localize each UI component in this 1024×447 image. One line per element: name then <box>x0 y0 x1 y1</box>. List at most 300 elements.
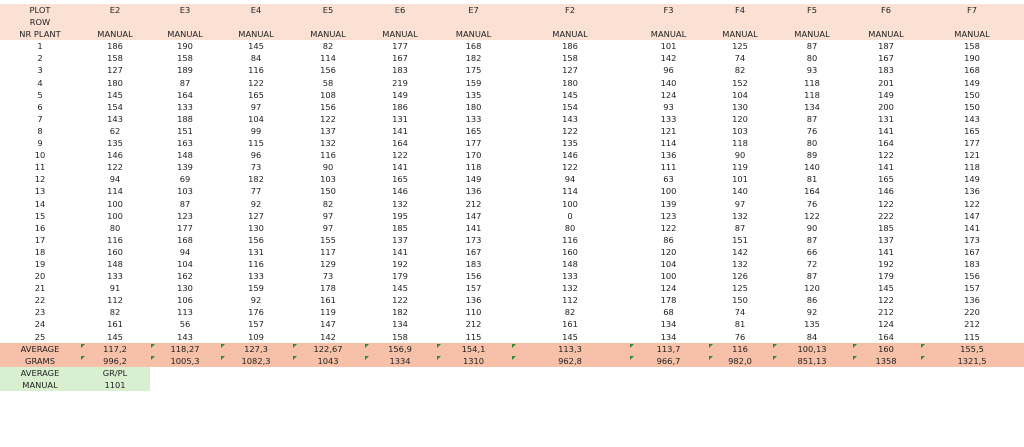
data-cell[interactable]: 93 <box>663 101 674 112</box>
data-cell[interactable]: 104 <box>177 258 193 269</box>
blank-cell[interactable] <box>364 379 436 391</box>
data-cell[interactable]: 106 <box>177 295 193 306</box>
data-cell[interactable]: 81 <box>806 174 818 185</box>
data-cell[interactable]: 161 <box>107 319 123 330</box>
data-cell[interactable]: 177 <box>177 222 193 233</box>
data-cell[interactable]: 133 <box>177 101 193 112</box>
data-cell[interactable]: 77 <box>250 186 262 197</box>
data-cell[interactable]: 112 <box>562 295 578 306</box>
header-cell[interactable] <box>708 16 772 28</box>
plant-number-cell[interactable]: 10 <box>34 150 46 161</box>
data-cell[interactable]: 90 <box>322 162 334 173</box>
header-cell[interactable]: F3 <box>629 4 708 16</box>
plant-number-cell[interactable]: 9 <box>37 138 43 149</box>
grams-row-value[interactable]: 982,0 <box>708 355 772 367</box>
data-cell[interactable]: 124 <box>660 89 677 100</box>
data-cell[interactable]: 82 <box>734 65 746 76</box>
header-cell[interactable]: MANUAL <box>150 28 220 40</box>
average-row-value[interactable]: 118,27 <box>150 343 220 355</box>
data-cell[interactable]: 133 <box>660 113 677 124</box>
data-cell[interactable]: 140 <box>732 186 748 197</box>
data-cell[interactable]: 188 <box>177 113 193 124</box>
data-cell[interactable]: 115 <box>248 138 264 149</box>
data-cell[interactable]: 120 <box>660 246 677 257</box>
plant-number-cell[interactable]: 14 <box>34 198 46 209</box>
data-cell[interactable]: 212 <box>465 198 482 209</box>
data-cell[interactable]: 118 <box>964 162 980 173</box>
data-cell[interactable]: 140 <box>660 77 677 88</box>
data-cell[interactable]: 82 <box>109 307 121 318</box>
data-cell[interactable]: 126 <box>732 271 748 282</box>
header-cell[interactable]: MANUAL <box>772 28 852 40</box>
data-cell[interactable]: 190 <box>177 41 193 52</box>
data-cell[interactable]: 68 <box>663 307 674 318</box>
data-cell[interactable]: 125 <box>732 41 748 52</box>
data-cell[interactable]: 157 <box>964 283 980 294</box>
data-cell[interactable]: 100 <box>562 198 578 209</box>
data-cell[interactable]: 141 <box>878 162 894 173</box>
data-cell[interactable]: 145 <box>392 283 408 294</box>
data-cell[interactable]: 222 <box>878 210 894 221</box>
average-row-label[interactable]: AVERAGE <box>0 343 80 355</box>
header-cell[interactable]: MANUAL <box>920 28 1024 40</box>
header-label-cell[interactable]: NR PLANT <box>0 28 80 40</box>
blank-cell[interactable] <box>436 379 511 391</box>
data-cell[interactable]: 167 <box>465 246 482 257</box>
data-cell[interactable]: 149 <box>392 89 408 100</box>
data-cell[interactable]: 133 <box>248 271 264 282</box>
header-cell[interactable] <box>852 16 920 28</box>
header-cell[interactable] <box>920 16 1024 28</box>
data-cell[interactable]: 131 <box>248 246 264 257</box>
data-cell[interactable]: 113 <box>177 307 193 318</box>
data-cell[interactable]: 141 <box>392 125 408 136</box>
data-cell[interactable]: 97 <box>322 210 334 221</box>
data-cell[interactable]: 167 <box>878 53 894 64</box>
blank-cell[interactable] <box>436 367 511 379</box>
header-cell[interactable]: E3 <box>150 4 220 16</box>
data-cell[interactable]: 182 <box>465 53 482 64</box>
data-cell[interactable]: 93 <box>806 65 818 76</box>
data-cell[interactable]: 125 <box>732 283 748 294</box>
plant-number-cell[interactable]: 25 <box>34 331 46 342</box>
data-cell[interactable]: 135 <box>562 138 578 149</box>
data-cell[interactable]: 122 <box>878 295 894 306</box>
data-cell[interactable]: 74 <box>734 53 746 64</box>
data-cell[interactable]: 183 <box>964 258 980 269</box>
header-cell[interactable] <box>511 16 629 28</box>
data-cell[interactable]: 100 <box>660 271 677 282</box>
header-cell[interactable]: MANUAL <box>629 28 708 40</box>
data-cell[interactable]: 143 <box>562 113 578 124</box>
data-cell[interactable]: 178 <box>660 295 677 306</box>
plant-number-cell[interactable]: 13 <box>34 186 46 197</box>
grams-row-value[interactable]: 1005,3 <box>150 355 220 367</box>
data-cell[interactable]: 168 <box>964 65 980 76</box>
data-cell[interactable]: 120 <box>732 113 748 124</box>
data-cell[interactable]: 158 <box>107 53 123 64</box>
data-cell[interactable]: 73 <box>322 271 334 282</box>
data-cell[interactable]: 116 <box>562 234 578 245</box>
data-cell[interactable]: 161 <box>562 319 578 330</box>
data-cell[interactable]: 97 <box>322 222 334 233</box>
data-cell[interactable]: 116 <box>248 65 264 76</box>
plant-number-cell[interactable]: 18 <box>34 246 46 257</box>
blank-cell[interactable] <box>708 367 772 379</box>
data-cell[interactable]: 72 <box>806 258 818 269</box>
data-cell[interactable]: 150 <box>732 295 748 306</box>
data-cell[interactable]: 168 <box>177 234 193 245</box>
data-cell[interactable]: 111 <box>660 162 677 173</box>
data-cell[interactable]: 133 <box>562 271 578 282</box>
data-cell[interactable]: 186 <box>562 41 578 52</box>
data-cell[interactable]: 182 <box>248 174 264 185</box>
data-cell[interactable]: 134 <box>660 331 677 342</box>
blank-cell[interactable] <box>708 379 772 391</box>
blank-cell[interactable] <box>511 367 629 379</box>
data-cell[interactable]: 143 <box>177 331 193 342</box>
data-cell[interactable]: 122 <box>392 150 408 161</box>
data-cell[interactable]: 160 <box>107 246 123 257</box>
blank-cell[interactable] <box>292 379 364 391</box>
data-cell[interactable]: 185 <box>392 222 408 233</box>
data-cell[interactable]: 122 <box>562 125 578 136</box>
average-row-value[interactable]: 100,13 <box>772 343 852 355</box>
data-cell[interactable]: 195 <box>392 210 408 221</box>
data-cell[interactable]: 165 <box>392 174 408 185</box>
average-row-value[interactable]: 127,3 <box>220 343 292 355</box>
data-cell[interactable]: 183 <box>392 65 408 76</box>
plant-number-cell[interactable]: 6 <box>37 101 43 112</box>
data-cell[interactable]: 81 <box>734 319 746 330</box>
data-cell[interactable]: 123 <box>177 210 193 221</box>
plant-number-cell[interactable]: 21 <box>34 283 46 294</box>
data-cell[interactable]: 115 <box>964 331 980 342</box>
data-cell[interactable]: 118 <box>804 77 820 88</box>
average-row-value[interactable]: 156,9 <box>364 343 436 355</box>
data-cell[interactable]: 122 <box>562 162 578 173</box>
data-cell[interactable]: 192 <box>392 258 408 269</box>
data-cell[interactable]: 135 <box>107 138 123 149</box>
data-cell[interactable]: 134 <box>804 101 820 112</box>
data-cell[interactable]: 121 <box>964 150 980 161</box>
data-cell[interactable]: 200 <box>878 101 894 112</box>
header-cell[interactable] <box>220 16 292 28</box>
data-cell[interactable]: 90 <box>806 222 818 233</box>
data-cell[interactable]: 63 <box>663 174 674 185</box>
data-cell[interactable]: 146 <box>878 186 894 197</box>
data-cell[interactable]: 124 <box>878 319 894 330</box>
header-cell[interactable] <box>364 16 436 28</box>
data-cell[interactable]: 147 <box>465 210 482 221</box>
data-cell[interactable]: 58 <box>322 77 334 88</box>
blank-cell[interactable] <box>772 367 852 379</box>
data-cell[interactable]: 145 <box>248 41 264 52</box>
data-cell[interactable]: 145 <box>562 331 578 342</box>
data-cell[interactable]: 147 <box>964 210 980 221</box>
data-cell[interactable]: 104 <box>248 113 264 124</box>
data-cell[interactable]: 87 <box>806 234 818 245</box>
data-cell[interactable]: 0 <box>567 210 573 221</box>
header-label-cell[interactable]: ROW <box>0 16 80 28</box>
footer-grpl-label[interactable]: GR/PL <box>80 367 150 379</box>
data-cell[interactable]: 154 <box>562 101 578 112</box>
plant-number-cell[interactable]: 12 <box>34 174 46 185</box>
blank-cell[interactable] <box>292 367 364 379</box>
data-cell[interactable]: 177 <box>964 138 980 149</box>
data-cell[interactable]: 84 <box>250 53 262 64</box>
data-cell[interactable]: 80 <box>564 222 576 233</box>
data-cell[interactable]: 118 <box>465 162 482 173</box>
data-cell[interactable]: 177 <box>465 138 482 149</box>
data-cell[interactable]: 135 <box>465 89 482 100</box>
header-cell[interactable]: E4 <box>220 4 292 16</box>
data-cell[interactable]: 114 <box>320 53 336 64</box>
data-cell[interactable]: 90 <box>734 150 746 161</box>
data-cell[interactable]: 186 <box>107 41 123 52</box>
data-cell[interactable]: 183 <box>878 65 894 76</box>
data-cell[interactable]: 101 <box>660 41 677 52</box>
data-cell[interactable]: 163 <box>177 138 193 149</box>
data-cell[interactable]: 137 <box>392 234 408 245</box>
data-cell[interactable]: 122 <box>878 150 894 161</box>
footer-manual-label[interactable]: MANUAL <box>0 379 80 391</box>
data-cell[interactable]: 122 <box>964 198 980 209</box>
data-cell[interactable]: 87 <box>179 198 191 209</box>
data-cell[interactable]: 76 <box>734 331 746 342</box>
data-cell[interactable]: 80 <box>806 53 818 64</box>
data-cell[interactable]: 97 <box>250 101 262 112</box>
data-cell[interactable]: 115 <box>465 331 482 342</box>
plant-number-cell[interactable]: 7 <box>37 113 43 124</box>
header-cell[interactable]: F4 <box>708 4 772 16</box>
data-cell[interactable]: 91 <box>109 283 121 294</box>
data-cell[interactable]: 156 <box>964 271 980 282</box>
data-cell[interactable]: 178 <box>320 283 336 294</box>
grams-row-value[interactable]: 962,8 <box>511 355 629 367</box>
data-cell[interactable]: 104 <box>732 89 748 100</box>
data-cell[interactable]: 132 <box>562 283 578 294</box>
data-cell[interactable]: 147 <box>320 319 336 330</box>
data-cell[interactable]: 175 <box>465 65 482 76</box>
data-cell[interactable]: 219 <box>392 77 408 88</box>
data-cell[interactable]: 127 <box>107 65 123 76</box>
grams-row-label[interactable]: GRAMS <box>0 355 80 367</box>
data-cell[interactable]: 118 <box>804 89 820 100</box>
data-cell[interactable]: 145 <box>878 283 894 294</box>
data-cell[interactable]: 134 <box>392 319 408 330</box>
data-cell[interactable]: 157 <box>248 319 264 330</box>
plant-number-cell[interactable]: 16 <box>34 222 46 233</box>
plant-number-cell[interactable]: 4 <box>37 77 43 88</box>
plant-number-cell[interactable]: 22 <box>34 295 46 306</box>
data-cell[interactable]: 141 <box>878 125 894 136</box>
data-cell[interactable]: 164 <box>392 138 408 149</box>
data-cell[interactable]: 114 <box>107 186 123 197</box>
grams-row-value[interactable]: 1358 <box>852 355 920 367</box>
blank-cell[interactable] <box>511 379 629 391</box>
data-cell[interactable]: 108 <box>320 89 336 100</box>
data-cell[interactable]: 167 <box>392 53 408 64</box>
data-cell[interactable]: 82 <box>564 307 576 318</box>
data-cell[interactable]: 186 <box>392 101 408 112</box>
data-cell[interactable]: 142 <box>732 246 748 257</box>
blank-cell[interactable] <box>629 379 708 391</box>
data-cell[interactable]: 103 <box>177 186 193 197</box>
average-row-value[interactable]: 116 <box>708 343 772 355</box>
data-cell[interactable]: 154 <box>107 101 123 112</box>
data-cell[interactable]: 139 <box>660 198 677 209</box>
data-cell[interactable]: 103 <box>320 174 336 185</box>
data-cell[interactable]: 122 <box>660 222 677 233</box>
plant-number-cell[interactable]: 11 <box>34 162 46 173</box>
data-cell[interactable]: 99 <box>250 125 262 136</box>
data-cell[interactable]: 116 <box>320 150 336 161</box>
data-cell[interactable]: 164 <box>878 138 894 149</box>
data-cell[interactable]: 164 <box>878 331 894 342</box>
data-cell[interactable]: 143 <box>107 113 123 124</box>
header-cell[interactable]: MANUAL <box>292 28 364 40</box>
data-cell[interactable]: 187 <box>878 41 894 52</box>
data-cell[interactable]: 162 <box>177 271 193 282</box>
header-cell[interactable] <box>772 16 852 28</box>
data-cell[interactable]: 156 <box>248 234 264 245</box>
data-cell[interactable]: 180 <box>107 77 123 88</box>
data-cell[interactable]: 165 <box>878 174 894 185</box>
data-cell[interactable]: 122 <box>320 113 336 124</box>
data-cell[interactable]: 159 <box>248 283 264 294</box>
data-cell[interactable]: 110 <box>465 307 482 318</box>
data-cell[interactable]: 133 <box>465 113 482 124</box>
data-cell[interactable]: 164 <box>804 186 820 197</box>
data-cell[interactable]: 158 <box>392 331 408 342</box>
plant-number-cell[interactable]: 15 <box>34 210 46 221</box>
header-cell[interactable]: MANUAL <box>364 28 436 40</box>
header-cell[interactable] <box>80 16 150 28</box>
grams-row-value[interactable]: 1082,3 <box>220 355 292 367</box>
data-cell[interactable]: 151 <box>177 125 193 136</box>
data-cell[interactable]: 165 <box>964 125 980 136</box>
header-cell[interactable]: F6 <box>852 4 920 16</box>
data-cell[interactable]: 87 <box>734 222 746 233</box>
data-cell[interactable]: 89 <box>806 150 818 161</box>
data-cell[interactable]: 62 <box>109 125 121 136</box>
data-cell[interactable]: 112 <box>107 295 123 306</box>
data-cell[interactable]: 80 <box>806 138 818 149</box>
data-cell[interactable]: 142 <box>320 331 336 342</box>
data-cell[interactable]: 220 <box>964 307 980 318</box>
data-cell[interactable]: 87 <box>806 113 818 124</box>
data-cell[interactable]: 129 <box>320 258 336 269</box>
header-cell[interactable] <box>150 16 220 28</box>
header-cell[interactable]: MANUAL <box>80 28 150 40</box>
footer-manual-value[interactable]: 1101 <box>80 379 150 391</box>
header-cell[interactable]: MANUAL <box>511 28 629 40</box>
data-cell[interactable]: 100 <box>660 186 677 197</box>
data-cell[interactable]: 150 <box>964 89 980 100</box>
data-cell[interactable]: 132 <box>732 210 748 221</box>
grams-row-value[interactable]: 1310 <box>436 355 511 367</box>
blank-cell[interactable] <box>220 379 292 391</box>
data-cell[interactable]: 116 <box>107 234 123 245</box>
data-cell[interactable]: 82 <box>322 198 334 209</box>
header-cell[interactable]: F2 <box>511 4 629 16</box>
data-cell[interactable]: 130 <box>177 283 193 294</box>
data-cell[interactable]: 136 <box>465 295 482 306</box>
plant-number-cell[interactable]: 8 <box>37 125 43 136</box>
data-cell[interactable]: 190 <box>964 53 980 64</box>
data-cell[interactable]: 92 <box>806 307 818 318</box>
data-cell[interactable]: 158 <box>177 53 193 64</box>
data-cell[interactable]: 127 <box>248 210 264 221</box>
blank-cell[interactable] <box>629 367 708 379</box>
data-cell[interactable]: 132 <box>320 138 336 149</box>
data-cell[interactable]: 158 <box>964 41 980 52</box>
blank-cell[interactable] <box>150 367 220 379</box>
data-cell[interactable]: 96 <box>250 150 262 161</box>
data-cell[interactable]: 141 <box>465 222 482 233</box>
data-cell[interactable]: 170 <box>465 150 482 161</box>
header-cell[interactable] <box>292 16 364 28</box>
footer-average-label[interactable]: AVERAGE <box>0 367 80 379</box>
plant-number-cell[interactable]: 24 <box>34 319 46 330</box>
data-cell[interactable]: 132 <box>732 258 748 269</box>
data-cell[interactable]: 114 <box>660 138 677 149</box>
blank-cell[interactable] <box>220 367 292 379</box>
data-cell[interactable]: 124 <box>660 283 677 294</box>
data-cell[interactable]: 73 <box>250 162 262 173</box>
header-cell[interactable]: E7 <box>436 4 511 16</box>
grams-row-value[interactable]: 966,7 <box>629 355 708 367</box>
plant-number-cell[interactable]: 3 <box>37 65 43 76</box>
blank-cell[interactable] <box>150 379 220 391</box>
data-cell[interactable]: 96 <box>663 65 674 76</box>
blank-cell[interactable] <box>852 379 920 391</box>
data-cell[interactable]: 92 <box>250 198 262 209</box>
header-cell[interactable] <box>436 16 511 28</box>
data-cell[interactable]: 160 <box>562 246 578 257</box>
header-cell[interactable]: F5 <box>772 4 852 16</box>
data-cell[interactable]: 104 <box>660 258 677 269</box>
data-cell[interactable]: 127 <box>562 65 578 76</box>
data-cell[interactable]: 131 <box>878 113 894 124</box>
grams-row-value[interactable]: 1334 <box>364 355 436 367</box>
data-cell[interactable]: 173 <box>964 234 980 245</box>
data-cell[interactable]: 143 <box>964 113 980 124</box>
data-cell[interactable]: 150 <box>964 101 980 112</box>
data-cell[interactable]: 145 <box>107 331 123 342</box>
average-row-value[interactable]: 122,67 <box>292 343 364 355</box>
data-cell[interactable]: 152 <box>732 77 748 88</box>
plant-number-cell[interactable]: 5 <box>37 89 43 100</box>
data-cell[interactable]: 119 <box>320 307 336 318</box>
data-cell[interactable]: 165 <box>248 89 264 100</box>
data-cell[interactable]: 158 <box>562 53 578 64</box>
data-cell[interactable]: 118 <box>732 138 748 149</box>
blank-cell[interactable] <box>852 367 920 379</box>
data-cell[interactable]: 165 <box>465 125 482 136</box>
header-cell[interactable]: E6 <box>364 4 436 16</box>
data-cell[interactable]: 157 <box>465 283 482 294</box>
header-cell[interactable] <box>629 16 708 28</box>
data-cell[interactable]: 149 <box>465 174 482 185</box>
average-row-value[interactable]: 113,7 <box>629 343 708 355</box>
data-cell[interactable]: 182 <box>392 307 408 318</box>
data-cell[interactable]: 114 <box>562 186 578 197</box>
data-cell[interactable]: 149 <box>878 89 894 100</box>
data-cell[interactable]: 156 <box>320 65 336 76</box>
data-cell[interactable]: 212 <box>465 319 482 330</box>
